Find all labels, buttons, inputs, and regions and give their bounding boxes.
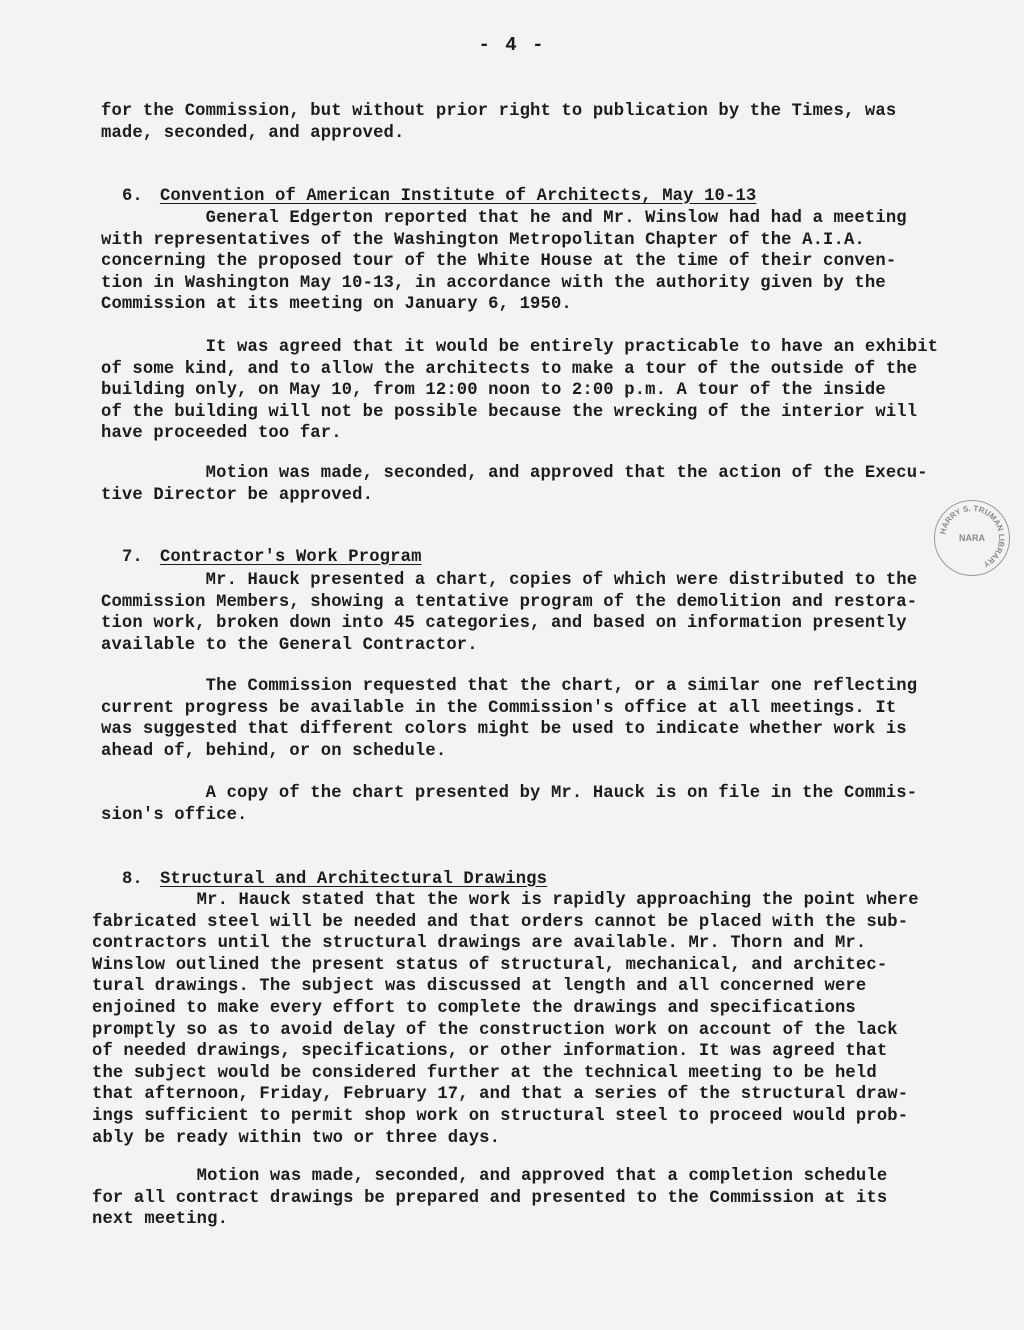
section-6-paragraph-1: General Edgerton reported that he and Mr. Winslow had had a meeting with representatives of the Washington Metropolitan Chapter of the A.I.A. concerning the proposed tour of the White House at the time of their conven- tion in Washington May 10-13, in accordance with the authority given by the Commission at its meeting on January 6, 1950.: [101, 209, 907, 315]
svg-text:HARRY S. TRUMAN LIBRARY: HARRY S. TRUMAN LIBRARY: [938, 503, 1007, 569]
section-7-title: Contractor's Work Program: [159, 547, 422, 567]
section-7-number: 7.: [121, 547, 143, 567]
page-number: - 4 -: [478, 34, 546, 56]
section-8-number: 8.: [121, 869, 143, 889]
section-8-title: Structural and Architectural Drawings: [159, 869, 548, 889]
section-6-title: Convention of American Institute of Architects, May 10-13: [159, 186, 757, 206]
section-6-paragraph-3: Motion was made, seconded, and approved that the action of the Execu- tive Director be approved.: [101, 464, 928, 505]
section-8-heading: [101, 847, 547, 890]
section-6-paragraph-2: It was agreed that it would be entirely practicable to have an exhibit of some kind, and to allow the architects to make a tour of the outside of the building only, on May 10, from 12:00 noon to 2:00 p.m. A tour of the inside of the building will not be possible because the wrecking of the interior will have proceeded too far.: [101, 338, 939, 444]
section-8-paragraph-1: Mr. Hauck stated that the work is rapidly approaching the point where fabricated steel will be needed and that orders cannot be placed with the sub- contractors until the structural drawings are available. Mr. Thorn and Mr. Winslow outlined the present status of structural, mechanical, and architec- tural drawings. The subject was discussed at length and all concerned were enjoined to make every effort to complete the drawings and specifications promptly so as to avoid delay of the construction work on account of the lack of needed drawings, specifications, or other information. It was agreed that the subject would be considered further at the technical meeting to be held that afternoon, Friday, February 17, and that a series of the structural draw- ings sufficient to permit shop work on structural steel to proceed would prob- ably be ready within two or three days.: [92, 891, 919, 1148]
section-7-paragraph-3: A copy of the chart presented by Mr. Hauck is on file in the Commis- sion's office.: [101, 784, 918, 825]
archive-stamp: [934, 500, 1010, 576]
section-7-heading: [101, 525, 422, 568]
stamp-center-text: NARA: [959, 533, 985, 543]
section-7-paragraph-2: The Commission requested that the chart, or a similar one reflecting current progress be available in the Commission's office at all meetings. It was suggested that different colors might be used to indicate whether work is ahead of, behind, or on schedule.: [101, 677, 918, 761]
intro-paragraph: for the Commission, but without prior right to publication by the Times, was made, seconded, and approved.: [101, 102, 897, 143]
section-6-heading: [101, 164, 756, 207]
section-6-number: 6.: [121, 186, 143, 206]
section-7-paragraph-1: Mr. Hauck presented a chart, copies of which were distributed to the Commission Members, showing a tentative program of the demolition and restora- tion work, broken down into 45 categories, and based on information presently available to the General Contractor.: [101, 571, 918, 655]
section-8-paragraph-2: Motion was made, seconded, and approved that a completion schedule for all contract drawings be prepared and presented to the Commission at its next meeting.: [92, 1167, 888, 1230]
